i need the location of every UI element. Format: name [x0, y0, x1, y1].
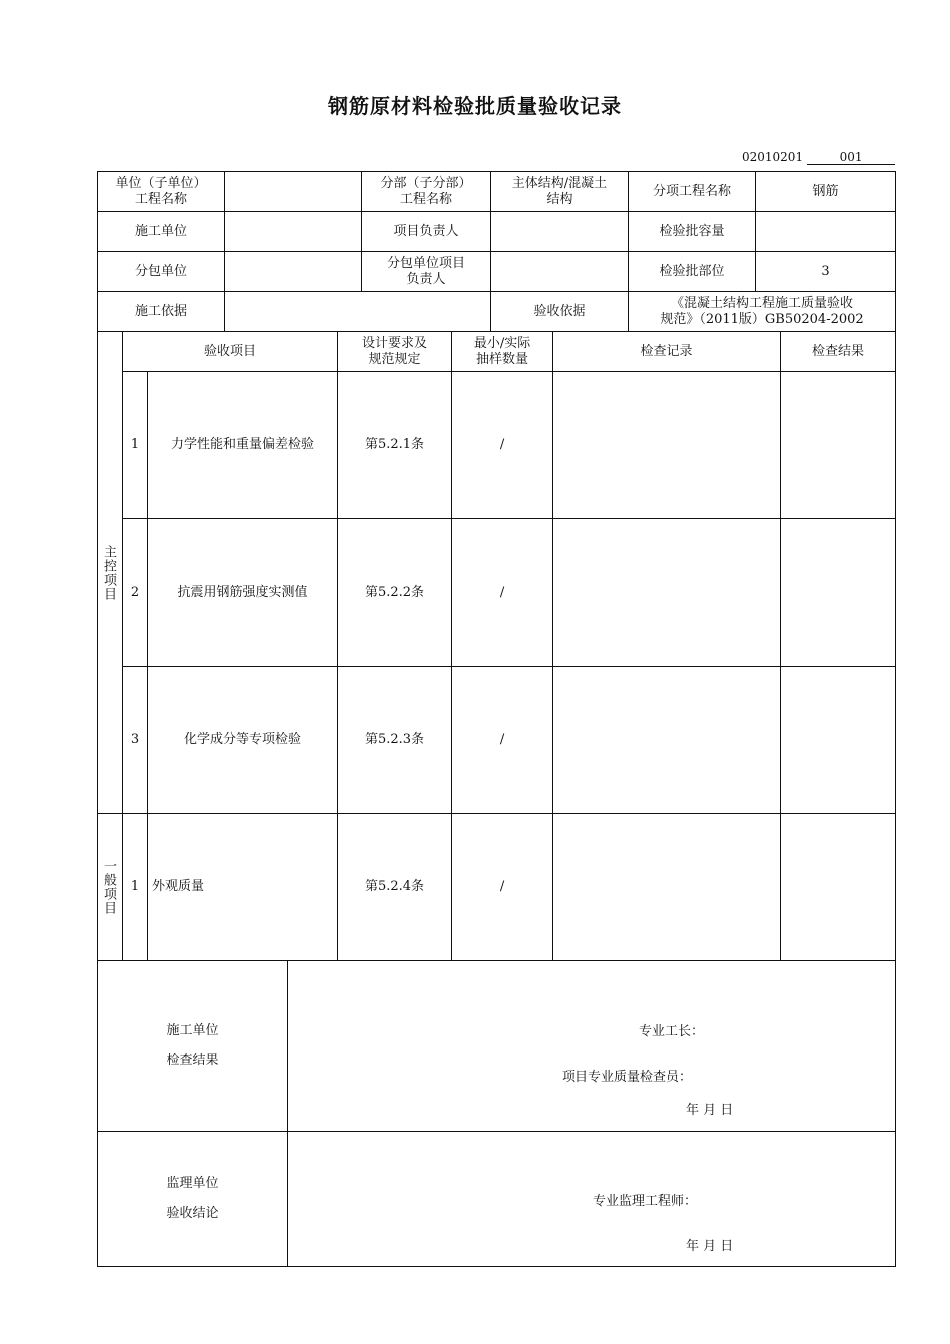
- row-sample[interactable]: /: [452, 667, 553, 814]
- division-name-label: 分部（子分部） 工程名称: [362, 172, 491, 212]
- sub-item-name-value[interactable]: 钢筋: [756, 172, 896, 212]
- row-spec: 第5.2.1条: [338, 372, 452, 519]
- row-record[interactable]: [553, 372, 781, 519]
- construction-check-area[interactable]: [288, 961, 896, 1132]
- project-manager-value[interactable]: [491, 212, 629, 252]
- column-header-result: 检查结果: [781, 332, 896, 372]
- row-number: 2: [123, 519, 148, 667]
- row-sample[interactable]: /: [452, 519, 553, 667]
- row-record[interactable]: [553, 667, 781, 814]
- page-title: 钢筋原材料检验批质量验收记录: [328, 94, 622, 118]
- construction-basis-label: 施工依据: [98, 292, 225, 332]
- table-row: [98, 519, 896, 667]
- division-name-value[interactable]: 主体结构/混凝土 结构: [491, 172, 629, 212]
- unit-name-label: 单位（子单位） 工程名称: [98, 172, 225, 212]
- column-header-sample: 最小/实际 抽样数量: [452, 332, 553, 372]
- batch-capacity-label: 检验批容量: [629, 212, 756, 252]
- row-item-name: 化学成分等专项检验: [148, 667, 338, 814]
- unit-name-value[interactable]: [225, 172, 362, 212]
- column-header-record: 检查记录: [553, 332, 781, 372]
- row-record[interactable]: [553, 814, 781, 961]
- column-header-item: 验收项目: [123, 332, 338, 372]
- subcontractor-label: 分包单位: [98, 252, 225, 292]
- row-item-name: 外观质量: [148, 814, 338, 961]
- row-sample[interactable]: /: [452, 814, 553, 961]
- supervising-engineer-label: 专业监理工程师：: [593, 1194, 698, 1209]
- table-row: [98, 372, 896, 519]
- record-code-part2: 001: [807, 150, 895, 165]
- supervision-check-area[interactable]: [288, 1132, 896, 1267]
- inspection-table: [97, 331, 896, 961]
- row-record[interactable]: [553, 519, 781, 667]
- table-row: [98, 814, 896, 961]
- batch-location-value[interactable]: 3: [756, 252, 896, 292]
- row-item-name: 力学性能和重量偏差检验: [148, 372, 338, 519]
- sub-item-name-label: 分项工程名称: [629, 172, 756, 212]
- row-number: 1: [123, 814, 148, 961]
- supervision-date: 年 月 日: [686, 1239, 734, 1254]
- batch-location-label: 检验批部位: [629, 252, 756, 292]
- header-table: [97, 171, 896, 332]
- row-spec: 第5.2.4条: [338, 814, 452, 961]
- column-header-design: 设计要求及 规范规定: [338, 332, 452, 372]
- sub-pm-label: 分包单位项目 负责人: [362, 252, 491, 292]
- record-code-part1: 02010201: [742, 150, 804, 164]
- row-number: 1: [123, 372, 148, 519]
- contractor-label: 施工单位: [98, 212, 225, 252]
- acceptance-basis-label: 验收依据: [491, 292, 629, 332]
- row-spec: 第5.2.3条: [338, 667, 452, 814]
- row-result[interactable]: [781, 814, 896, 961]
- record-code: [742, 150, 895, 165]
- batch-capacity-value[interactable]: [756, 212, 896, 252]
- construction-date: 年 月 日: [686, 1103, 734, 1118]
- row-result[interactable]: [781, 667, 896, 814]
- row-result[interactable]: [781, 519, 896, 667]
- foreman-label: 专业工长：: [639, 1024, 705, 1039]
- construction-check-label: 施工单位 检查结果: [98, 961, 288, 1132]
- row-number: 3: [123, 667, 148, 814]
- row-result[interactable]: [781, 372, 896, 519]
- subcontractor-value[interactable]: [225, 252, 362, 292]
- construction-basis-value[interactable]: [225, 292, 491, 332]
- project-manager-label: 项目负责人: [362, 212, 491, 252]
- supervision-check-label: 监理单位 验收结论: [98, 1132, 288, 1267]
- main-control-label: 主控项目: [98, 332, 123, 814]
- quality-inspector-label: 项目专业质量检查员：: [562, 1070, 693, 1085]
- contractor-value[interactable]: [225, 212, 362, 252]
- row-item-name: 抗震用钢筋强度实测值: [148, 519, 338, 667]
- table-row: [98, 667, 896, 814]
- signature-table: [97, 960, 896, 1267]
- acceptance-basis-value: 《混凝土结构工程施工质量验收 规范》（2011版）GB50204-2002: [629, 292, 896, 332]
- row-spec: 第5.2.2条: [338, 519, 452, 667]
- general-label: 一般项目: [98, 814, 123, 961]
- row-sample[interactable]: /: [452, 372, 553, 519]
- sub-pm-value[interactable]: [491, 252, 629, 292]
